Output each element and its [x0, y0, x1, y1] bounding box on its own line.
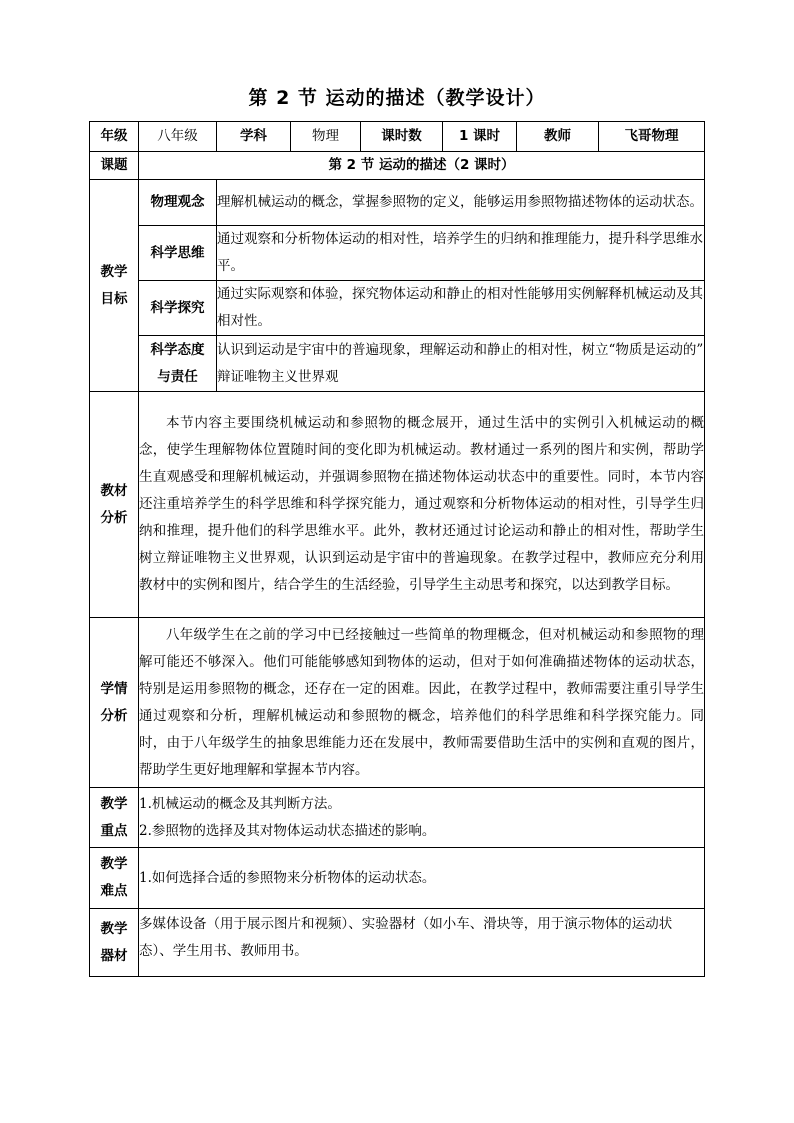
key-points-label: [90, 788, 139, 848]
equipment-text: 多媒体设备（用于展示图片和视频）、实验器材（如小车、滑块等，用于演示物体的运动状态）、学生用书、教师用书。: [139, 909, 705, 977]
subject-label: 学科: [217, 122, 291, 152]
key-points-row: [90, 788, 705, 848]
subject-value: 物理: [291, 122, 361, 152]
goal-label-attitude: [139, 336, 217, 392]
key-points-list: [139, 788, 705, 848]
goal-row: [90, 336, 705, 392]
lesson-plan-table: [89, 121, 705, 977]
material-analysis-row: [90, 392, 705, 618]
difficulties-label-line1: 教学: [100, 856, 128, 872]
goal-row: [90, 281, 705, 336]
key-points-label-line2: 重点: [100, 822, 128, 839]
hours-value: 1 课时: [443, 122, 517, 152]
equipment-row: [90, 909, 705, 977]
list-item: 1.如何选择合适的参照物来分析物体的运动状态。: [139, 869, 436, 886]
student-analysis-label: [90, 618, 139, 788]
hours-label: 课时数: [361, 122, 443, 152]
goal-row: [90, 226, 705, 281]
grade-value: 八年级: [139, 122, 217, 152]
goals-label-line2: 目标: [100, 290, 128, 307]
goals-label-line1: 教学: [100, 263, 128, 280]
student-analysis-label-line1: 学情: [100, 680, 128, 697]
goal-label-physics-concept: 物理观念: [139, 180, 217, 226]
goal-text-physics-concept: 理解机械运动的概念，掌握参照物的定义，能够运用参照物描述物体的运动状态。: [217, 180, 705, 226]
goal-label-attitude-line2: 与责任: [157, 368, 198, 385]
grade-label: 年级: [90, 122, 139, 152]
material-analysis-label-line2: 分析: [100, 509, 128, 526]
topic-value: 第 2 节 运动的描述（2 课时）: [139, 152, 705, 180]
goal-text-attitude: 认识到运动是宇宙中的普遍现象，理解运动和静止的相对性，树立“物质是运动的” 辩证唯物主义世界观: [217, 336, 705, 392]
difficulties-label: [90, 848, 139, 909]
header-row: [90, 122, 705, 152]
material-analysis-label-line1: 教材: [100, 482, 128, 499]
student-analysis-text: 八年级学生在之前的学习中已经接触过一些简单的物理概念，但对机械运动和参照物的理解可能还不够深入。他们可能能够感知到物体的运动，但对于如何准确描述物体的运动状态，特别是运用参照物的概念，还存在一定的困难。因此，在教学过程中，教师需要注重引导学生通过观察和分析，理解机械运动和参照物的概念，培养他们的科学思维和科学探究能力。同时，由于八年级学生的抽象思维能力还在发展中，教师需要借助生活中的实例和直观的图片，帮助学生更好地理解和掌握本节内容。: [139, 618, 705, 788]
goal-label-scientific-inquiry: 科学探究: [139, 281, 217, 336]
difficulties-list: [139, 848, 705, 909]
teacher-label: 教师: [517, 122, 599, 152]
goal-text-scientific-inquiry: 通过实际观察和体验，探究物体运动和静止的相对性能够用实例解释机械运动及其相对性。: [217, 281, 705, 336]
topic-row: [90, 152, 705, 180]
goal-text-scientific-thinking: 通过观察和分析物体运动的相对性，培养学生的归纳和推理能力，提升科学思维水平。: [217, 226, 705, 281]
material-analysis-text: 本节内容主要围绕机械运动和参照物的概念展开，通过生活中的实例引入机械运动的概念，使学生理解物体位置随时间的变化即为机械运动。教材通过一系列的图片和实例，帮助学生直观感受和理解机械运动，并强调参照物在描述物体运动状态中的重要性。同时，本节内容还注重培养学生的科学思维和科学探究能力，通过观察和分析物体运动的相对性，引导学生归纳和推理，提升他们的科学思维水平。此外，教材还通过讨论运动和静止的相对性，帮助学生树立辩证唯物主义世界观，认识到运动是宇宙中的普遍现象。在教学过程中，教师应充分利用教材中的实例和图片，结合学生的生活经验，引导学生主动思考和探究，以达到教学目标。: [139, 392, 705, 618]
equipment-label: [90, 909, 139, 977]
key-points-label-line1: 教学: [100, 795, 128, 812]
goal-label-attitude-line1: 科学态度: [150, 341, 205, 358]
equipment-label-line1: 教学: [100, 920, 128, 937]
topic-label: 课题: [90, 152, 139, 180]
material-analysis-label: [90, 392, 139, 618]
student-analysis-row: [90, 618, 705, 788]
list-item: 1.机械运动的概念及其判断方法。: [139, 795, 341, 812]
student-analysis-label-line2: 分析: [100, 707, 128, 724]
list-item: 2.参照物的选择及其对物体运动状态描述的影响。: [139, 822, 436, 839]
teacher-value: 飞哥物理: [599, 122, 705, 152]
document-title: 第 2 节 运动的描述（教学设计）: [248, 87, 546, 109]
difficulties-row: [90, 848, 705, 909]
equipment-label-line2: 器材: [100, 947, 128, 964]
difficulties-label-line2: 难点: [100, 883, 128, 899]
goal-row: [90, 180, 705, 226]
goals-label: [90, 180, 139, 392]
goal-label-scientific-thinking: 科学思维: [139, 226, 217, 281]
